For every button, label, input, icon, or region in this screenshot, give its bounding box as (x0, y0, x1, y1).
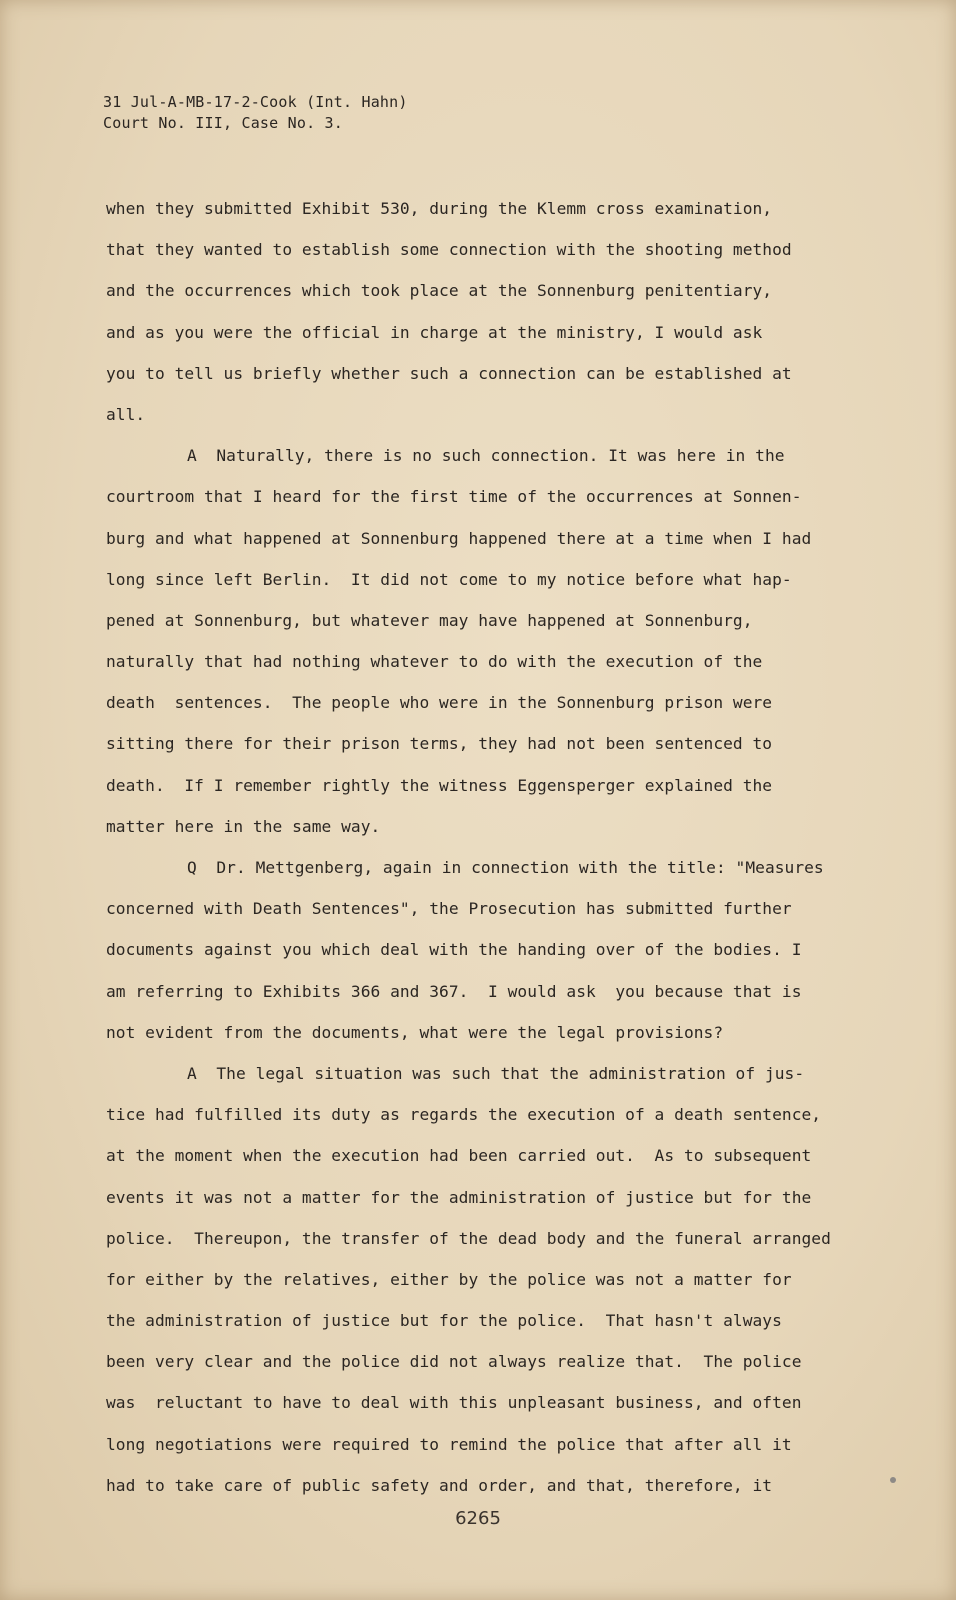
page-number: 6265 (455, 1508, 501, 1529)
transcript-line: been very clear and the police did not always realize that. The police (106, 1352, 802, 1372)
transcript-line: when they submitted Exhibit 530, during the Klemm cross examination, (106, 199, 773, 218)
transcript-line: all. (106, 404, 146, 424)
transcript-line: you to tell us briefly whether such a connection can be established at (106, 363, 792, 383)
transcript-line: and the occurrences which took place at the Sonnenburg penitentiary, (106, 281, 773, 301)
header-court-line: Court No. III, Case No. 3. (103, 114, 343, 132)
transcript-line: am referring to Exhibits 366 and 367. I would ask you because that is (106, 981, 802, 1001)
transcript-line: pened at Sonnenburg, but whatever may have happened at Sonnenburg, (106, 610, 753, 630)
transcript-line: death sentences. The people who were in the Sonnenburg prison were (106, 693, 773, 713)
transcript-line: concerned with Death Sentences", the Prosecution has submitted further (106, 899, 792, 919)
transcript-line: documents against you which deal with the handing over of the bodies. I (106, 940, 802, 960)
paper-speck (890, 1477, 896, 1483)
transcript-line: the administration of justice but for the police. That hasn't always (106, 1311, 782, 1331)
transcript-line: was reluctant to have to deal with this unpleasant business, and often (106, 1393, 802, 1413)
transcript-line: had to take care of public safety and order, and that, therefore, it (106, 1475, 773, 1495)
transcript-line: death. If I remember rightly the witness Eggensperger explained the (106, 775, 773, 795)
transcript-line: and as you were the official in charge at the ministry, I would ask (106, 322, 763, 342)
transcript-line: at the moment when the execution had been carried out. As to subsequent (106, 1146, 812, 1166)
answer-line: A Naturally, there is no such connection. It was here in the (187, 446, 785, 466)
transcript-line: not evident from the documents, what were the legal provisions? (106, 1022, 724, 1042)
document-header (103, 92, 408, 134)
transcript-line: burg and what happened at Sonnenburg happened there at a time when I had (106, 528, 812, 548)
transcript-line: for either by the relatives, either by the police was not a matter for (106, 1269, 792, 1289)
transcript-line: events it was not a matter for the administration of justice but for the (106, 1187, 812, 1207)
transcript-body (106, 188, 866, 1506)
transcript-line: police. Thereupon, the transfer of the dead body and the funeral arranged (106, 1228, 831, 1248)
transcript-line: tice had fulfilled its duty as regards the execution of a death sentence, (106, 1105, 822, 1125)
transcript-line: long since left Berlin. It did not come to my notice before what hap- (106, 569, 792, 589)
answer-line: A The legal situation was such that the administration of jus- (187, 1063, 805, 1083)
transcript-line: that they wanted to establish some connection with the shooting method (106, 240, 792, 260)
transcript-line: courtroom that I heard for the first time of the occurrences at Sonnen- (106, 487, 802, 507)
header-reference-line: 31 Jul-A-MB-17-2-Cook (Int. Hahn) (103, 93, 408, 111)
transcript-line: naturally that had nothing whatever to do with the execution of the (106, 652, 763, 672)
question-line: Q Dr. Mettgenberg, again in connection with the title: "Measures (187, 858, 824, 877)
transcript-line: long negotiations were required to remind the police that after all it (106, 1434, 792, 1454)
transcript-line: sitting there for their prison terms, they had not been sentenced to (106, 734, 773, 754)
transcript-line: matter here in the same way. (106, 816, 381, 836)
